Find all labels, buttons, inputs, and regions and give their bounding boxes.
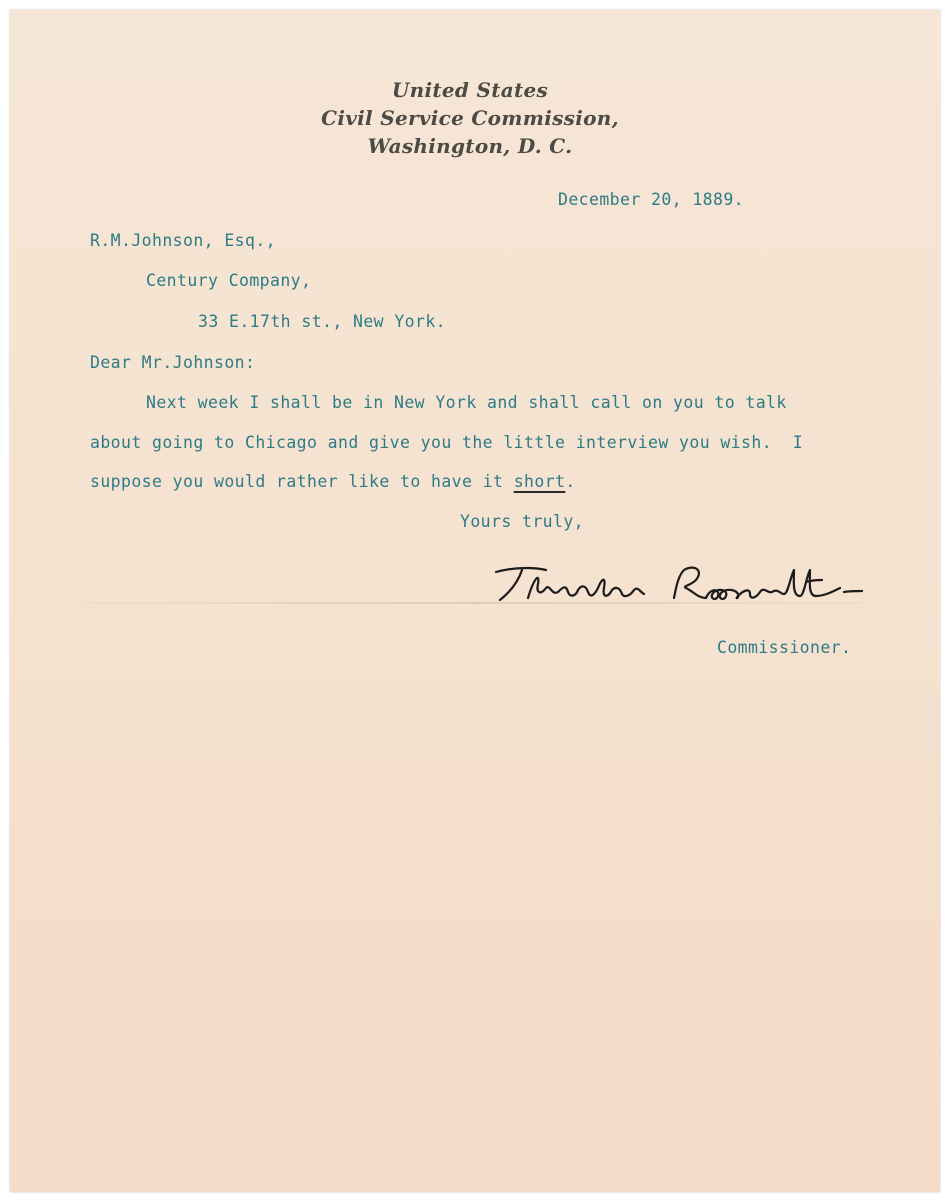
body-line-1: Next week I shall be in New York and shall call on you to talk [146,393,787,412]
body-line-3-end: . [565,472,576,491]
letter-date: December 20, 1889. [558,190,745,209]
salutation: Dear Mr.Johnson: [90,353,256,372]
recipient-address: 33 E.17th st., New York. [198,312,447,331]
letterhead-line-3: Washington, D. C. [367,134,573,158]
recipient-company: Century Company, [146,271,312,290]
letterhead-line-1: United States [391,78,549,102]
body-line-3-text: suppose you would rather like to have it [90,472,514,491]
body-line-3 [90,472,576,491]
recipient-name: R.M.Johnson, Esq., [90,231,277,250]
letter-page [10,10,940,1192]
underlined-word: short [513,472,566,491]
body-line-2: about going to Chicago and give you the little interview you wish. I [90,433,804,452]
letterhead-line-2: Civil Service Commission, [321,106,619,130]
signer-title: Commissioner. [717,638,852,657]
handwritten-signature [488,558,868,618]
closing: Yours truly, [460,512,585,531]
